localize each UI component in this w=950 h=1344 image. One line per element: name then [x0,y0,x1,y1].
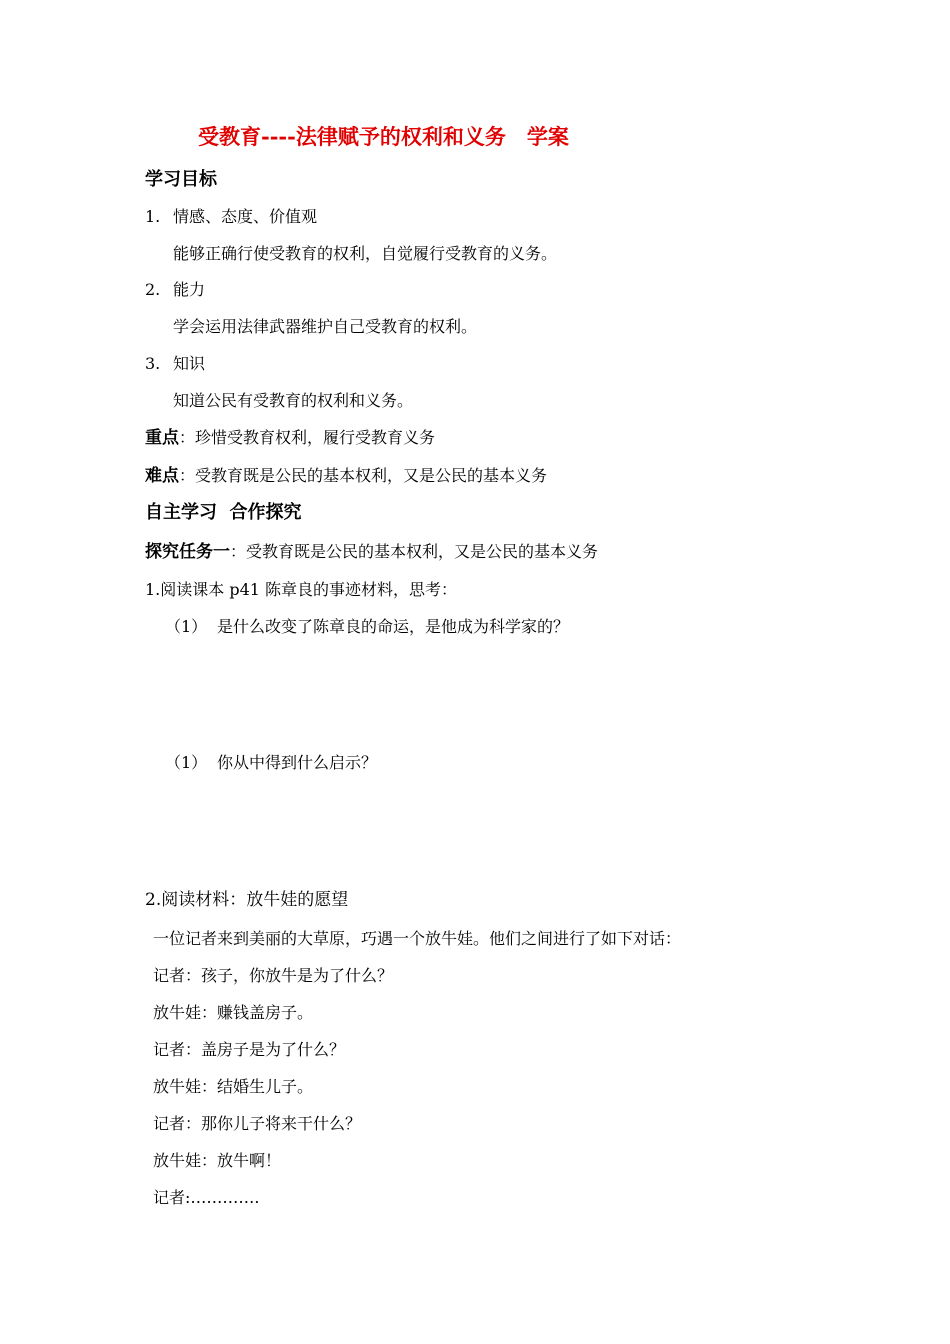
objective-detail-3: 知道公民有受教育的权利和义务。 [173,391,414,410]
study-heading: 自主学习 合作探究 [145,502,302,523]
objective-label: 知识 [173,354,206,373]
difficult-point-separator: ： [179,466,196,485]
objective-detail-2: 学会运用法律武器维护自己受教育的权利。 [173,317,478,336]
difficult-point-label: 难点 [145,466,179,486]
objectives-heading: 学习目标 [145,169,217,190]
dialogue-line: 放牛娃：结婚生儿子。 [153,1077,314,1096]
task1-reading: 1.阅读课本 p41 陈章良的事迹材料，思考： [145,580,458,599]
material-intro: 一位记者来到美丽的大草原，巧遇一个放牛娃。他们之间进行了如下对话： [153,929,682,948]
key-point-text: 珍惜受教育权利，履行受教育义务 [195,428,436,447]
dialogue-line: 记者：盖房子是为了什么？ [153,1040,346,1059]
objective-detail-1: 能够正确行使受教育的权利，自觉履行受教育的义务。 [173,244,558,263]
task1-text: 受教育既是公民的基本权利，又是公民的基本义务 [246,542,599,561]
task1-question-2 [165,753,377,773]
objective-item-2 [145,280,205,300]
difficult-point [145,466,547,486]
objective-number: 2. [145,280,161,299]
material-title: 2.阅读材料：放牛娃的愿望 [145,890,349,910]
key-point-label: 重点 [145,428,179,448]
key-point [145,428,435,448]
key-point-separator: ： [179,428,196,447]
dialogue-line: 放牛娃：放牛啊！ [153,1151,282,1170]
objective-item-3 [145,354,205,374]
task1-question-1 [165,617,569,637]
difficult-point-text: 受教育既是公民的基本权利，又是公民的基本义务 [195,466,548,485]
dialogue-line: 放牛娃：赚钱盖房子。 [153,1003,314,1022]
task1-separator: ： [230,542,247,561]
objective-number: 1. [145,207,161,226]
objective-number: 3. [145,354,161,373]
dialogue-line: 记者：孩子，你放牛是为了什么？ [153,966,394,985]
question-number: （1） [165,617,208,636]
page-title: 受教育----法律赋予的权利和义务 学案 [198,124,569,149]
question-text: 你从中得到什么启示？ [217,753,378,772]
task1-label: 探究任务一 [145,542,230,562]
objective-item-1 [145,207,317,227]
objective-label: 能力 [173,280,206,299]
question-number: （1） [165,753,208,772]
dialogue-line: 记者:…………. [153,1188,260,1207]
objective-label: 情感、态度、价值观 [173,207,318,226]
question-text: 是什么改变了陈章良的命运，是他成为科学家的？ [217,617,570,636]
task1 [145,542,598,562]
dialogue-line: 记者：那你儿子将来干什么？ [153,1114,362,1133]
